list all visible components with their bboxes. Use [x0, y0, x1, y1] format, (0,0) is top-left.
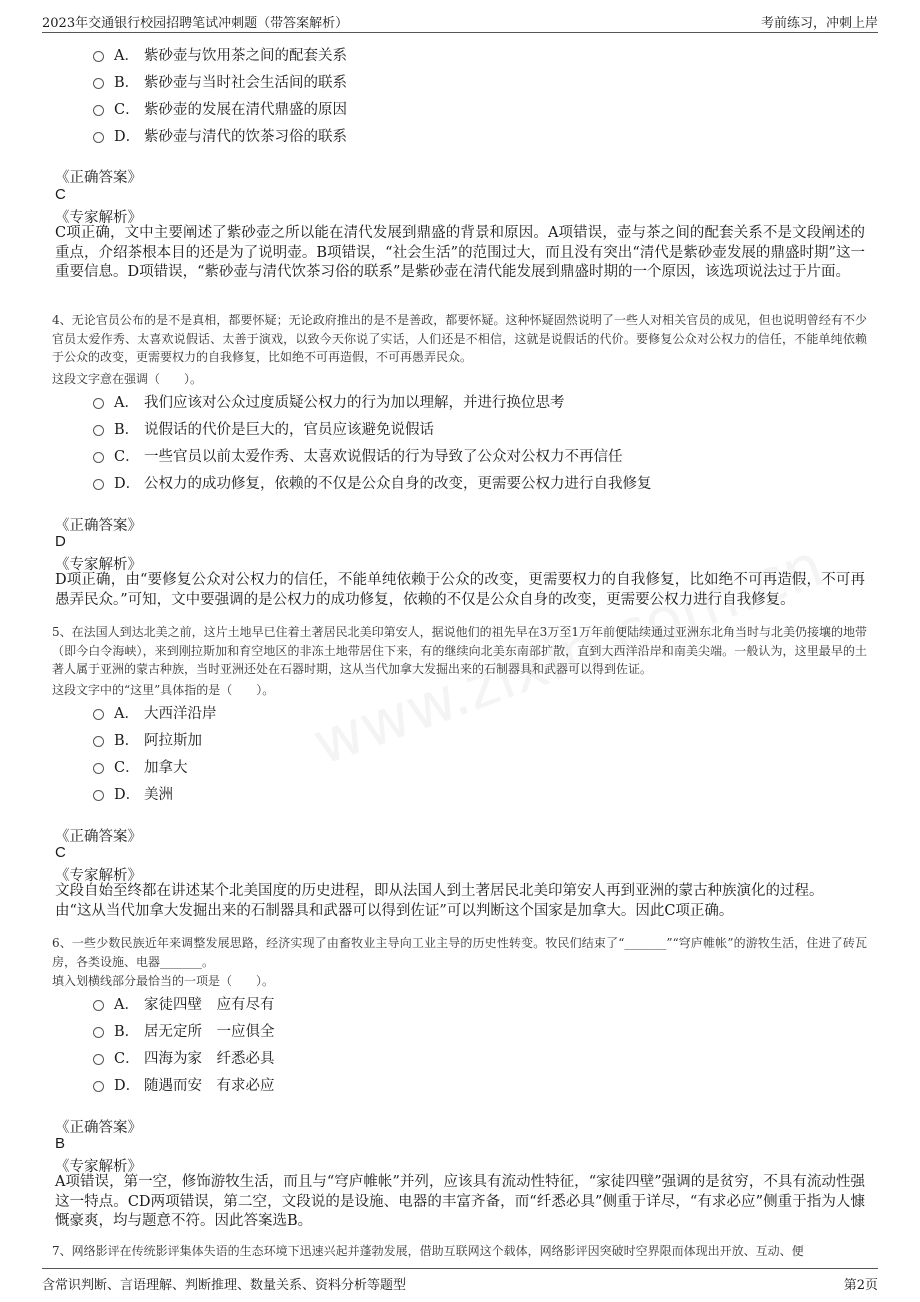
- q5-prompt: 这段文字中的“这里”具体指的是（ ）。: [52, 683, 275, 697]
- page-header: [42, 10, 878, 33]
- q3-answer: C: [55, 186, 66, 203]
- q6-answer: B: [55, 1135, 66, 1152]
- radio-icon[interactable]: [93, 398, 104, 409]
- q5-answer-tag: 《正确答案》: [55, 829, 142, 845]
- radio-icon[interactable]: [93, 105, 104, 116]
- q4-analysis: D项正确，由“要修复公众对公权力的信任，不能单纯依赖于公众的改变，更需要权力的自我修复，比如绝不可再造假，不可再愚弄民众。”可知，文中要强调的是公权力的成功修复，依赖的不仅是公众自身的改变，更需要公权力进行自我修复。: [55, 572, 865, 608]
- q5-analysis-line: 由“这从当代加拿大发掘出来的石制器具和武器可以得到佐证”可以判断这个国家是加拿大。因此C项正确。: [55, 902, 734, 919]
- q5-option-c[interactable]: C． 加拿大: [93, 754, 188, 778]
- q3-option-a[interactable]: A． 紫砂壶与饮用茶之间的配套关系: [93, 42, 347, 66]
- radio-icon[interactable]: [93, 51, 104, 62]
- q5-analysis: [55, 882, 865, 921]
- q4-analysis-tag: 《专家解析》: [55, 557, 142, 573]
- page-number: 第2页: [843, 1278, 878, 1293]
- q4-option-b[interactable]: B． 说假话的代价是巨大的，官员应该避免说假话: [93, 416, 434, 440]
- radio-icon[interactable]: [93, 132, 104, 143]
- q3-analysis: C项正确，文中主要阐述了紫砂壶之所以能在清代发展到鼎盛的背景和原因。A项错误，壶与茶之间的配套关系不是文段阐述的重点，介绍茶根本目的还是为了说明壶。B项错误，“社会生活”的范围过大，而且没有突出“清代是紫砂壶发展的鼎盛时期”这一重要信息。D项错误，“紫砂壶与清代饮茶习俗的联系”是紫砂壶在清代能发展到鼎盛时期的一个原因，该选项说法过于片面。: [55, 225, 865, 280]
- q4-option-d[interactable]: D． 公权力的成功修复，依赖的不仅是公众自身的改变，更需要公权力进行自我修复: [93, 470, 652, 494]
- header-slogan: 考前练习，冲刺上岸: [760, 16, 878, 31]
- q5-answer: C: [55, 844, 66, 861]
- q6-option-b[interactable]: B． 居无定所 一应俱全: [93, 1018, 275, 1042]
- q6-analysis-tag: 《专家解析》: [55, 1159, 142, 1175]
- q5-option-a[interactable]: A． 大西洋沿岸: [93, 700, 217, 724]
- radio-icon[interactable]: [93, 479, 104, 490]
- radio-icon[interactable]: [93, 1000, 104, 1011]
- q3-option-c[interactable]: C． 紫砂壶的发展在清代鼎盛的原因: [93, 96, 347, 120]
- radio-icon[interactable]: [93, 78, 104, 89]
- q6-analysis: A项错误，第一空，修饰游牧生活，而且与“穹庐帷帐”并列，应该具有流动性特征，“家徒四壁”强调的是贫穷，不具有流动性强这一特点。CD两项错误，第二空，文段说的是设施、电器的丰富齐备，而“纤悉必具”侧重于详尽，“有求必应”侧重于指为人慷慨豪爽，均与题意不符。因此答案选B。: [55, 1174, 865, 1229]
- q4-stem: 4、无论官员公布的是不是真相，都要怀疑；无论政府推出的是不是善政，都要怀疑。这种怀疑固然说明了一些人对相关官员的成见，但也说明曾经有不少官员太爱作秀、太喜欢说假话、太善于演戏，以致今天你说了实话，人们还是不相信，这就是说假话的代价。要修复公众对公权力的信任，不能单纯依赖于公众的改变，更需要权力的自我修复，比如绝不可再造假，不可再愚弄民众。: [52, 313, 867, 364]
- radio-icon[interactable]: [93, 452, 104, 463]
- q6-answer-tag: 《正确答案》: [55, 1120, 142, 1136]
- radio-icon[interactable]: [93, 1054, 104, 1065]
- q5-analysis-tag: 《专家解析》: [55, 868, 142, 884]
- q3-option-b[interactable]: B． 紫砂壶与当时社会生活间的联系: [93, 69, 347, 93]
- radio-icon[interactable]: [93, 1027, 104, 1038]
- page-footer: [42, 1268, 878, 1293]
- q6-option-a[interactable]: A． 家徒四壁 应有尽有: [93, 991, 275, 1015]
- radio-icon[interactable]: [93, 425, 104, 436]
- q5-option-b[interactable]: B． 阿拉斯加: [93, 727, 202, 751]
- radio-icon[interactable]: [93, 1081, 104, 1092]
- q5-option-d[interactable]: D． 美洲: [93, 781, 173, 805]
- q4-prompt: 这段文字意在强调（ ）。: [52, 372, 203, 386]
- q6-option-c[interactable]: C． 四海为家 纤悉必具: [93, 1045, 275, 1069]
- q4-option-c[interactable]: C． 一些官员以前太爱作秀、太喜欢说假话的行为导致了公众对公权力不再信任: [93, 443, 623, 467]
- radio-icon[interactable]: [93, 736, 104, 747]
- radio-icon[interactable]: [93, 709, 104, 720]
- header-title: 2023年交通银行校园招聘笔试冲刺题（带答案解析）: [42, 16, 349, 31]
- q5-analysis-line: 文段自始至终都在讲述某个北美国度的历史进程，即从法国人到土著居民北美印第安人再到亚洲的蒙古种族演化的过程。: [55, 883, 824, 899]
- q7-stem: 7、网络影评在传统影评集体失语的生态环境下迅速兴起并蓬勃发展，借助互联网这个载体，网络影评因突破时空界限而体现出开放、互动、便: [52, 1244, 804, 1258]
- q3-answer-tag: 《正确答案》: [55, 170, 142, 186]
- q3-analysis-tag: 《专家解析》: [55, 210, 142, 226]
- q4-answer: D: [55, 533, 66, 550]
- q6-option-d[interactable]: D． 随遇而安 有求必应: [93, 1072, 275, 1096]
- q4-answer-tag: 《正确答案》: [55, 518, 142, 534]
- q6-prompt: 填入划横线部分最恰当的一项是（ ）。: [52, 974, 275, 988]
- radio-icon[interactable]: [93, 790, 104, 801]
- q4-option-a[interactable]: A． 我们应该对公众过度质疑公权力的行为加以理解，并进行换位思考: [93, 389, 565, 413]
- q3-option-d[interactable]: D． 紫砂壶与清代的饮茶习俗的联系: [93, 123, 347, 147]
- q6-stem: 6、一些少数民族近年来调整发展思路，经济实现了由畜牧业主导向工业主导的历史性转变。牧民们结束了“_______”“穹庐帷帐”的游牧生活，住进了砖瓦房，各类设施、电器_______。: [52, 936, 867, 969]
- q5-stem: 5、在法国人到达北美之前，这片土地早已住着土著居民北美印第安人，据说他们的祖先早在3万至1万年前便陆续通过亚洲东北角当时与北美仍接壤的地带（即今白令海峡），来到刚拉斯加和育空地区的非冻土地带居住下来，有的继续向北美东南部扩散，直到大西洋沿岸和南美尖端。一般认为，这里最早的土著人属于亚洲的蒙古种族，当时亚洲还处在石器时期，这从当代加拿大发掘出来的石制器具和武器可以得到佐证。: [52, 625, 867, 676]
- radio-icon[interactable]: [93, 763, 104, 774]
- footer-note: 含常识判断、言语理解、判断推理、数量关系、资料分析等题型: [42, 1278, 407, 1293]
